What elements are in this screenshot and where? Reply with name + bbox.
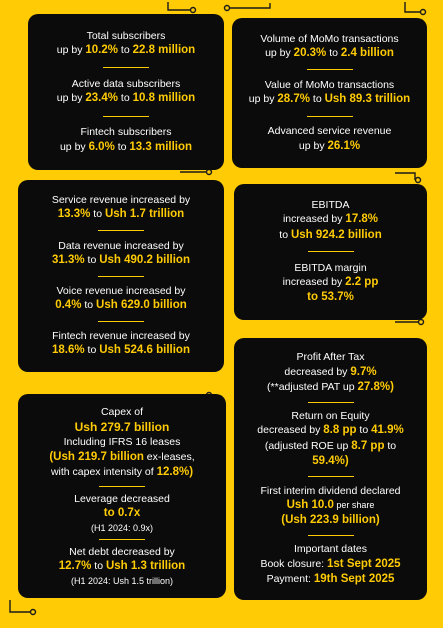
ebitda-card — [234, 184, 427, 320]
revenue-card — [18, 180, 224, 372]
return-on-equity-stat: Return on Equity decreased by 8.8 pp to 41.9% (adjusted ROE up 8.7 pp to 59.4%) — [257, 410, 404, 468]
divider — [307, 69, 353, 70]
divider — [308, 476, 354, 477]
divider — [308, 535, 354, 536]
divider — [307, 116, 353, 117]
capex-card — [18, 394, 226, 598]
subscribers-card — [28, 14, 224, 170]
fintech-subscribers-stat: Fintech subscribers up by 6.0% to 13.3 million — [59, 126, 193, 153]
active-data-subscribers-stat: Active data subscribers up by 23.4% to 10.8 million — [56, 78, 196, 105]
data-revenue-stat: Data revenue increased by 31.3% to Ush 490.2 billion — [52, 239, 190, 266]
profit-card — [234, 338, 427, 600]
voice-revenue-stat: Voice revenue increased by 0.4% to Ush 629.0 billion — [55, 284, 187, 311]
momo-value-stat: Value of MoMo transactions up by 28.7% to Ush 89.3 trillion — [248, 79, 411, 106]
profit-after-tax-stat: Profit After Tax decreased by 9.7% (**adjusted PAT up 27.8%) — [267, 351, 394, 394]
divider — [99, 486, 145, 487]
capex-stat: Capex of Ush 279.7 billion Including IFRS 16 leases (Ush 219.7 billion ex-leases, with capex intensity of 12.8%) — [49, 406, 195, 479]
divider — [103, 67, 149, 68]
divider — [98, 321, 144, 322]
divider — [308, 402, 354, 403]
divider — [98, 230, 144, 231]
ebitda-stat: EBITDA increased by 17.8% to Ush 924.2 billion — [279, 199, 382, 241]
net-debt-stat: Net debt decreased by 12.7% to Ush 1.3 trillion (H1 2024: Ush 1.5 trillion) — [58, 546, 186, 586]
ebitda-margin-stat: EBITDA margin increased by 2.2 pp to 53.7% — [282, 261, 379, 304]
divider — [308, 251, 354, 252]
service-revenue-stat: Service revenue increased by 13.3% to Ush 1.7 trillion — [51, 194, 191, 221]
divider — [99, 539, 145, 540]
leverage-stat: Leverage decreased to 0.7x (H1 2024: 0.9x) — [74, 492, 170, 533]
divider — [98, 276, 144, 277]
advanced-service-revenue-stat: Advanced service revenue up by 26.1% — [267, 125, 392, 152]
important-dates-stat: Important dates Book closure: 1st Sept 2025 Payment: 19th Sept 2025 — [260, 543, 401, 586]
divider — [103, 116, 149, 117]
momo-volume-stat: Volume of MoMo transactions up by 20.3% to 2.4 billion — [260, 32, 399, 59]
momo-card — [232, 18, 427, 168]
fintech-revenue-stat: Fintech revenue increased by 18.6% to Ush 524.6 billion — [52, 330, 190, 357]
stat-label: Total subscribers — [86, 29, 166, 42]
total-subscribers-stat: Total subscribers up by 10.2% to 22.8 million — [56, 29, 196, 56]
dividend-stat: First interim dividend declared Ush 10.0 per share (Ush 223.9 billion) — [260, 484, 401, 527]
